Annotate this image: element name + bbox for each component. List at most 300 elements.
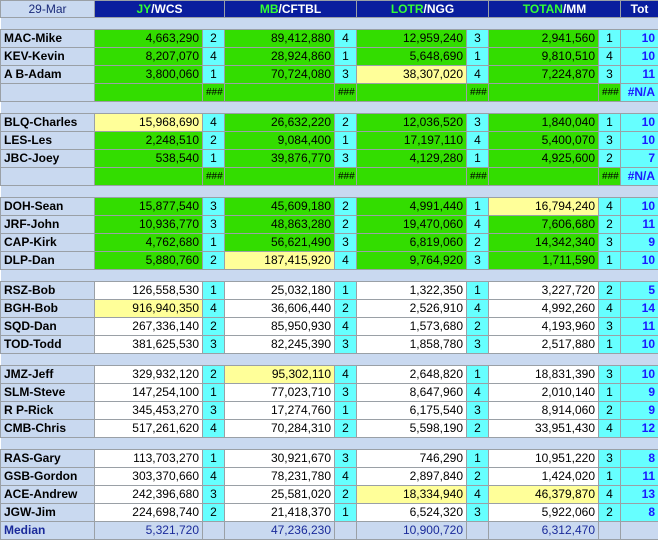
rank-cell[interactable]: 2 xyxy=(335,300,357,318)
rank-cell[interactable]: 1 xyxy=(467,48,489,66)
median-row xyxy=(1,522,658,540)
rank-cell[interactable]: 4 xyxy=(203,48,225,66)
median-spacer xyxy=(335,522,357,540)
rank-cell[interactable]: 2 xyxy=(599,402,621,420)
value-cell[interactable]: 4,129,280 xyxy=(357,150,467,168)
rank-cell[interactable]: 1 xyxy=(599,336,621,354)
value-cell[interactable]: 70,284,310 xyxy=(225,420,335,438)
total-cell[interactable]: 11 xyxy=(621,468,658,486)
total-cell[interactable]: 10 xyxy=(621,252,658,270)
rank-cell[interactable]: 4 xyxy=(599,48,621,66)
total-cell[interactable]: 5 xyxy=(621,282,658,300)
team-name-cell[interactable]: JMZ-Jeff xyxy=(1,366,95,384)
value-cell[interactable] xyxy=(95,168,203,186)
table-row xyxy=(1,198,658,216)
value-cell[interactable]: 5,880,760 xyxy=(95,252,203,270)
value-cell[interactable]: 329,932,120 xyxy=(95,366,203,384)
table-row xyxy=(1,300,658,318)
team-name-cell[interactable]: RSZ-Bob xyxy=(1,282,95,300)
group-separator xyxy=(1,270,658,282)
median-value: 6,312,470 xyxy=(489,522,599,540)
rank-cell[interactable]: 1 xyxy=(467,450,489,468)
group-separator xyxy=(1,102,658,114)
median-spacer xyxy=(599,522,621,540)
rank-cell[interactable]: 4 xyxy=(599,486,621,504)
rank-cell[interactable]: 1 xyxy=(599,384,621,402)
table-row xyxy=(1,504,658,522)
rank-cell[interactable]: 2 xyxy=(203,318,225,336)
value-cell[interactable]: 2,248,510 xyxy=(95,132,203,150)
separator-cell xyxy=(1,186,658,198)
rank-cell[interactable]: 2 xyxy=(203,504,225,522)
rank-cell[interactable]: 2 xyxy=(203,252,225,270)
value-cell[interactable]: 9,810,510 xyxy=(489,48,599,66)
value-cell[interactable]: 5,922,060 xyxy=(489,504,599,522)
rank-cell[interactable]: 1 xyxy=(467,150,489,168)
rank-cell[interactable]: 4 xyxy=(335,318,357,336)
rank-cell[interactable]: 2 xyxy=(203,30,225,48)
table-row xyxy=(1,450,658,468)
total-cell[interactable]: 10 xyxy=(621,132,658,150)
value-cell[interactable]: 242,396,680 xyxy=(95,486,203,504)
total-cell[interactable]: 9 xyxy=(621,402,658,420)
rank-cell[interactable]: 3 xyxy=(203,336,225,354)
value-cell[interactable]: 381,625,530 xyxy=(95,336,203,354)
rank-cell[interactable]: 4 xyxy=(467,300,489,318)
team-name-cell[interactable]: CMB-Chris xyxy=(1,420,95,438)
blank-row xyxy=(1,168,658,186)
group-separator xyxy=(1,354,658,366)
rank-cell[interactable]: 2 xyxy=(599,282,621,300)
value-cell[interactable]: 5,400,070 xyxy=(489,132,599,150)
date-cell[interactable]: 29-Mar xyxy=(1,1,95,18)
value-cell[interactable]: 16,794,240 xyxy=(489,198,599,216)
table-row xyxy=(1,468,658,486)
total-cell[interactable]: 10 xyxy=(621,48,658,66)
separator-cell xyxy=(1,438,658,450)
total-cell[interactable]: 11 xyxy=(621,216,658,234)
value-cell[interactable]: 1,840,040 xyxy=(489,114,599,132)
total-cell[interactable]: 10 xyxy=(621,366,658,384)
value-cell[interactable]: 12,036,520 xyxy=(357,114,467,132)
table-row xyxy=(1,132,658,150)
rank-cell[interactable]: 4 xyxy=(335,30,357,48)
rank-cell[interactable]: 2 xyxy=(467,318,489,336)
value-cell[interactable]: 14,342,340 xyxy=(489,234,599,252)
value-cell[interactable]: 39,876,770 xyxy=(225,150,335,168)
value-cell[interactable]: 10,936,770 xyxy=(95,216,203,234)
rank-cell[interactable]: 1 xyxy=(599,114,621,132)
team-name-cell[interactable]: RAS-Gary xyxy=(1,450,95,468)
team-name-cell[interactable]: BGH-Bob xyxy=(1,300,95,318)
rank-cell[interactable]: 1 xyxy=(335,504,357,522)
table-row xyxy=(1,66,658,84)
header-row xyxy=(1,1,658,18)
total-cell[interactable]: 14 xyxy=(621,300,658,318)
value-cell[interactable]: 2,526,910 xyxy=(357,300,467,318)
rank-cell[interactable]: ### xyxy=(467,84,489,102)
rank-cell[interactable]: 4 xyxy=(467,66,489,84)
table-row xyxy=(1,420,658,438)
team-name-cell[interactable] xyxy=(1,84,95,102)
rank-cell[interactable]: 2 xyxy=(599,150,621,168)
value-cell[interactable] xyxy=(489,168,599,186)
value-cell[interactable]: 345,453,270 xyxy=(95,402,203,420)
team-name-cell[interactable] xyxy=(1,168,95,186)
table-row xyxy=(1,150,658,168)
rank-cell[interactable]: 2 xyxy=(335,216,357,234)
value-cell[interactable]: 2,897,840 xyxy=(357,468,467,486)
value-cell[interactable] xyxy=(357,84,467,102)
header-tot[interactable]: Tot xyxy=(621,1,658,18)
value-cell[interactable]: 4,663,290 xyxy=(95,30,203,48)
header-col2-rest: /CFTBL xyxy=(279,2,322,16)
value-cell[interactable]: 5,598,190 xyxy=(357,420,467,438)
header-col1-accent: JY xyxy=(136,2,151,16)
team-name-cell[interactable]: KEV-Kevin xyxy=(1,48,95,66)
rank-cell[interactable]: 4 xyxy=(203,114,225,132)
value-cell[interactable]: 126,558,530 xyxy=(95,282,203,300)
table-row xyxy=(1,486,658,504)
value-cell[interactable]: 1,322,350 xyxy=(357,282,467,300)
team-name-cell[interactable]: JRF-John xyxy=(1,216,95,234)
rank-cell[interactable]: 2 xyxy=(599,504,621,522)
rank-cell[interactable]: 4 xyxy=(203,420,225,438)
rank-cell[interactable]: 3 xyxy=(203,198,225,216)
value-cell[interactable]: 1,573,680 xyxy=(357,318,467,336)
total-cell[interactable]: #N/A xyxy=(621,84,658,102)
value-cell[interactable]: 147,254,100 xyxy=(95,384,203,402)
rank-cell[interactable]: 3 xyxy=(599,234,621,252)
rank-cell[interactable]: 3 xyxy=(335,336,357,354)
rank-cell[interactable]: ### xyxy=(203,168,225,186)
value-cell[interactable] xyxy=(225,168,335,186)
table-row xyxy=(1,366,658,384)
rank-cell[interactable]: 3 xyxy=(335,384,357,402)
rank-cell[interactable]: 4 xyxy=(467,216,489,234)
table-row xyxy=(1,282,658,300)
value-cell[interactable]: 17,197,110 xyxy=(357,132,467,150)
rank-cell[interactable]: 2 xyxy=(203,366,225,384)
table-row xyxy=(1,216,658,234)
value-cell[interactable]: 9,764,920 xyxy=(357,252,467,270)
rank-cell[interactable]: 3 xyxy=(203,402,225,420)
value-cell[interactable]: 113,703,270 xyxy=(95,450,203,468)
header-col3-accent: LOTR xyxy=(391,2,424,16)
value-cell[interactable]: 1,711,590 xyxy=(489,252,599,270)
team-name-cell[interactable]: ACE-Andrew xyxy=(1,486,95,504)
value-cell[interactable]: 2,010,140 xyxy=(489,384,599,402)
table-row xyxy=(1,318,658,336)
rank-cell[interactable]: 1 xyxy=(467,366,489,384)
value-cell[interactable]: 17,274,760 xyxy=(225,402,335,420)
header-col1[interactable] xyxy=(95,1,225,18)
rank-cell[interactable]: 1 xyxy=(599,468,621,486)
rank-cell[interactable]: ### xyxy=(599,84,621,102)
rank-cell[interactable]: 3 xyxy=(467,30,489,48)
rank-cell[interactable]: 4 xyxy=(599,420,621,438)
rank-cell[interactable]: 1 xyxy=(203,282,225,300)
value-cell[interactable]: 4,925,600 xyxy=(489,150,599,168)
rank-cell[interactable]: 4 xyxy=(335,366,357,384)
median-value: 5,321,720 xyxy=(95,522,203,540)
separator-cell xyxy=(1,18,658,30)
value-cell[interactable]: 187,415,920 xyxy=(225,252,335,270)
header-col4[interactable] xyxy=(489,1,621,18)
rank-cell[interactable]: 4 xyxy=(599,300,621,318)
rank-cell[interactable]: 3 xyxy=(335,450,357,468)
value-cell[interactable]: 5,648,690 xyxy=(357,48,467,66)
total-cell[interactable]: 10 xyxy=(621,30,658,48)
value-cell[interactable] xyxy=(489,84,599,102)
rank-cell[interactable]: 3 xyxy=(467,402,489,420)
team-name-cell[interactable]: TOD-Todd xyxy=(1,336,95,354)
value-cell[interactable]: 25,581,020 xyxy=(225,486,335,504)
value-cell[interactable]: 78,231,780 xyxy=(225,468,335,486)
rank-cell[interactable]: 4 xyxy=(335,252,357,270)
team-name-cell[interactable]: DLP-Dan xyxy=(1,252,95,270)
value-cell[interactable]: 6,819,060 xyxy=(357,234,467,252)
rank-cell[interactable]: 3 xyxy=(335,66,357,84)
total-cell[interactable]: 13 xyxy=(621,486,658,504)
total-cell[interactable]: 7 xyxy=(621,150,658,168)
group-separator xyxy=(1,18,658,30)
value-cell[interactable]: 56,621,490 xyxy=(225,234,335,252)
separator-cell xyxy=(1,354,658,366)
separator-cell xyxy=(1,270,658,282)
header-col4-rest: /MM xyxy=(563,2,586,16)
separator-cell xyxy=(1,102,658,114)
value-cell[interactable]: 28,924,860 xyxy=(225,48,335,66)
rank-cell[interactable]: 2 xyxy=(599,216,621,234)
value-cell[interactable]: 8,647,960 xyxy=(357,384,467,402)
value-cell[interactable]: 7,606,680 xyxy=(489,216,599,234)
total-cell[interactable]: 10 xyxy=(621,114,658,132)
value-cell[interactable]: 12,959,240 xyxy=(357,30,467,48)
rank-cell[interactable]: 3 xyxy=(467,252,489,270)
group-separator xyxy=(1,186,658,198)
value-cell[interactable]: 21,418,370 xyxy=(225,504,335,522)
total-cell[interactable]: 10 xyxy=(621,198,658,216)
value-cell[interactable]: 77,023,710 xyxy=(225,384,335,402)
total-cell[interactable]: 9 xyxy=(621,384,658,402)
rank-cell[interactable]: 2 xyxy=(335,420,357,438)
rank-cell[interactable]: 4 xyxy=(203,468,225,486)
median-value: 10,900,720 xyxy=(357,522,467,540)
header-col2[interactable] xyxy=(225,1,357,18)
value-cell[interactable]: 26,632,220 xyxy=(225,114,335,132)
value-cell[interactable]: 85,950,930 xyxy=(225,318,335,336)
table-row xyxy=(1,336,658,354)
value-cell[interactable]: 18,334,940 xyxy=(357,486,467,504)
rank-cell[interactable]: 2 xyxy=(467,468,489,486)
value-cell[interactable]: 4,992,260 xyxy=(489,300,599,318)
rank-cell[interactable]: 2 xyxy=(335,114,357,132)
rank-cell[interactable]: 4 xyxy=(599,198,621,216)
rank-cell[interactable]: 1 xyxy=(335,132,357,150)
value-cell[interactable]: 3,227,720 xyxy=(489,282,599,300)
rank-cell[interactable]: 1 xyxy=(203,384,225,402)
value-cell[interactable]: 4,991,440 xyxy=(357,198,467,216)
team-name-cell[interactable]: BLQ-Charles xyxy=(1,114,95,132)
value-cell[interactable]: 70,724,080 xyxy=(225,66,335,84)
value-cell[interactable]: 15,968,690 xyxy=(95,114,203,132)
rank-cell[interactable]: 3 xyxy=(335,234,357,252)
median-spacer xyxy=(467,522,489,540)
value-cell[interactable]: 36,606,440 xyxy=(225,300,335,318)
rank-cell[interactable]: 4 xyxy=(467,384,489,402)
total-cell[interactable]: 8 xyxy=(621,450,658,468)
team-name-cell[interactable]: LES-Les xyxy=(1,132,95,150)
value-cell[interactable]: 303,370,660 xyxy=(95,468,203,486)
rank-cell[interactable]: 1 xyxy=(599,252,621,270)
total-cell[interactable]: 11 xyxy=(621,318,658,336)
rank-cell[interactable]: 3 xyxy=(203,216,225,234)
rank-cell[interactable]: 4 xyxy=(203,300,225,318)
header-col3-rest: /NGG xyxy=(424,2,455,16)
team-name-cell[interactable]: SQD-Dan xyxy=(1,318,95,336)
value-cell[interactable]: 9,084,400 xyxy=(225,132,335,150)
value-cell[interactable]: 1,858,780 xyxy=(357,336,467,354)
team-name-cell[interactable]: GSB-Gordon xyxy=(1,468,95,486)
value-cell[interactable]: 19,470,060 xyxy=(357,216,467,234)
total-cell[interactable]: 9 xyxy=(621,234,658,252)
value-cell[interactable]: 517,261,620 xyxy=(95,420,203,438)
value-cell[interactable]: 2,941,560 xyxy=(489,30,599,48)
rank-cell[interactable]: 3 xyxy=(599,450,621,468)
value-cell[interactable]: 8,207,070 xyxy=(95,48,203,66)
team-name-cell[interactable]: CAP-Kirk xyxy=(1,234,95,252)
value-cell[interactable]: 10,951,220 xyxy=(489,450,599,468)
team-name-cell[interactable]: JGW-Jim xyxy=(1,504,95,522)
value-cell[interactable]: 18,831,390 xyxy=(489,366,599,384)
value-cell[interactable]: 2,648,820 xyxy=(357,366,467,384)
rank-cell[interactable]: ### xyxy=(203,84,225,102)
total-cell[interactable]: 11 xyxy=(621,66,658,84)
rank-cell[interactable]: 3 xyxy=(599,366,621,384)
value-cell[interactable]: 538,540 xyxy=(95,150,203,168)
rank-cell[interactable]: 3 xyxy=(599,318,621,336)
value-cell[interactable]: 25,032,180 xyxy=(225,282,335,300)
rank-cell[interactable]: 3 xyxy=(203,486,225,504)
value-cell[interactable]: 267,336,140 xyxy=(95,318,203,336)
rank-cell[interactable]: ### xyxy=(335,84,357,102)
team-name-cell[interactable]: DOH-Sean xyxy=(1,198,95,216)
rank-cell[interactable]: 2 xyxy=(335,486,357,504)
value-cell[interactable]: 30,921,670 xyxy=(225,450,335,468)
value-cell[interactable]: 95,302,110 xyxy=(225,366,335,384)
table-row xyxy=(1,114,658,132)
value-cell[interactable]: 45,609,180 xyxy=(225,198,335,216)
rank-cell[interactable]: 1 xyxy=(599,30,621,48)
table-row xyxy=(1,48,658,66)
rank-cell[interactable]: 1 xyxy=(203,450,225,468)
rank-cell[interactable]: 2 xyxy=(467,420,489,438)
team-name-cell[interactable]: MAC-Mike xyxy=(1,30,95,48)
team-name-cell[interactable]: SLM-Steve xyxy=(1,384,95,402)
median-value: 47,236,230 xyxy=(225,522,335,540)
value-cell[interactable]: 2,517,880 xyxy=(489,336,599,354)
value-cell[interactable]: 15,877,540 xyxy=(95,198,203,216)
rank-cell[interactable]: 4 xyxy=(467,486,489,504)
header-col3[interactable] xyxy=(357,1,489,18)
rank-cell[interactable]: 3 xyxy=(599,66,621,84)
value-cell[interactable] xyxy=(225,84,335,102)
table-row xyxy=(1,402,658,420)
rank-cell[interactable]: ### xyxy=(599,168,621,186)
value-cell[interactable]: 4,193,960 xyxy=(489,318,599,336)
group-separator xyxy=(1,438,658,450)
team-name-cell[interactable]: A B-Adam xyxy=(1,66,95,84)
team-name-cell[interactable]: JBC-Joey xyxy=(1,150,95,168)
table-row xyxy=(1,30,658,48)
value-cell[interactable]: 89,412,880 xyxy=(225,30,335,48)
header-col4-accent: TOTAN xyxy=(523,2,563,16)
value-cell[interactable]: 916,940,350 xyxy=(95,300,203,318)
rank-cell[interactable]: 1 xyxy=(467,282,489,300)
value-cell[interactable]: 46,379,870 xyxy=(489,486,599,504)
value-cell[interactable]: 82,245,390 xyxy=(225,336,335,354)
rank-cell[interactable]: 2 xyxy=(335,198,357,216)
header-col2-accent: MB xyxy=(260,2,279,16)
value-cell[interactable]: 1,424,020 xyxy=(489,468,599,486)
value-cell[interactable]: 224,698,740 xyxy=(95,504,203,522)
value-cell[interactable]: 8,914,060 xyxy=(489,402,599,420)
total-cell[interactable]: 10 xyxy=(621,336,658,354)
rank-cell[interactable]: 3 xyxy=(467,336,489,354)
value-cell[interactable]: 38,307,020 xyxy=(357,66,467,84)
rank-cell[interactable]: 1 xyxy=(335,282,357,300)
value-cell[interactable]: 7,224,870 xyxy=(489,66,599,84)
total-cell[interactable]: 8 xyxy=(621,504,658,522)
median-spacer xyxy=(203,522,225,540)
value-cell[interactable]: 6,175,540 xyxy=(357,402,467,420)
rank-cell[interactable]: 1 xyxy=(203,150,225,168)
rank-cell[interactable]: 1 xyxy=(335,402,357,420)
rank-cell[interactable]: 4 xyxy=(467,132,489,150)
value-cell[interactable]: 4,762,680 xyxy=(95,234,203,252)
rank-cell[interactable]: 2 xyxy=(203,132,225,150)
rank-cell[interactable]: 3 xyxy=(467,114,489,132)
rank-cell[interactable]: ### xyxy=(335,168,357,186)
value-cell[interactable]: 48,863,280 xyxy=(225,216,335,234)
value-cell[interactable]: 6,524,320 xyxy=(357,504,467,522)
rank-cell[interactable]: ### xyxy=(467,168,489,186)
rank-cell[interactable]: 2 xyxy=(467,234,489,252)
rank-cell[interactable]: 1 xyxy=(335,48,357,66)
table-row xyxy=(1,252,658,270)
rank-cell[interactable]: 4 xyxy=(335,468,357,486)
value-cell[interactable]: 3,800,060 xyxy=(95,66,203,84)
team-name-cell[interactable]: R P-Rick xyxy=(1,402,95,420)
value-cell[interactable]: 33,951,430 xyxy=(489,420,599,438)
rank-cell[interactable]: 3 xyxy=(599,132,621,150)
total-cell[interactable]: #N/A xyxy=(621,168,658,186)
blank-row xyxy=(1,84,658,102)
value-cell[interactable]: 746,290 xyxy=(357,450,467,468)
rank-cell[interactable]: 1 xyxy=(467,198,489,216)
value-cell[interactable] xyxy=(95,84,203,102)
rank-cell[interactable]: 3 xyxy=(467,504,489,522)
table-row xyxy=(1,384,658,402)
total-cell[interactable]: 12 xyxy=(621,420,658,438)
rank-cell[interactable]: 1 xyxy=(203,66,225,84)
median-label: Median xyxy=(1,522,95,540)
rank-cell[interactable]: 3 xyxy=(335,150,357,168)
rank-cell[interactable]: 1 xyxy=(203,234,225,252)
header-col1-rest: /WCS xyxy=(151,2,182,16)
value-cell[interactable] xyxy=(357,168,467,186)
